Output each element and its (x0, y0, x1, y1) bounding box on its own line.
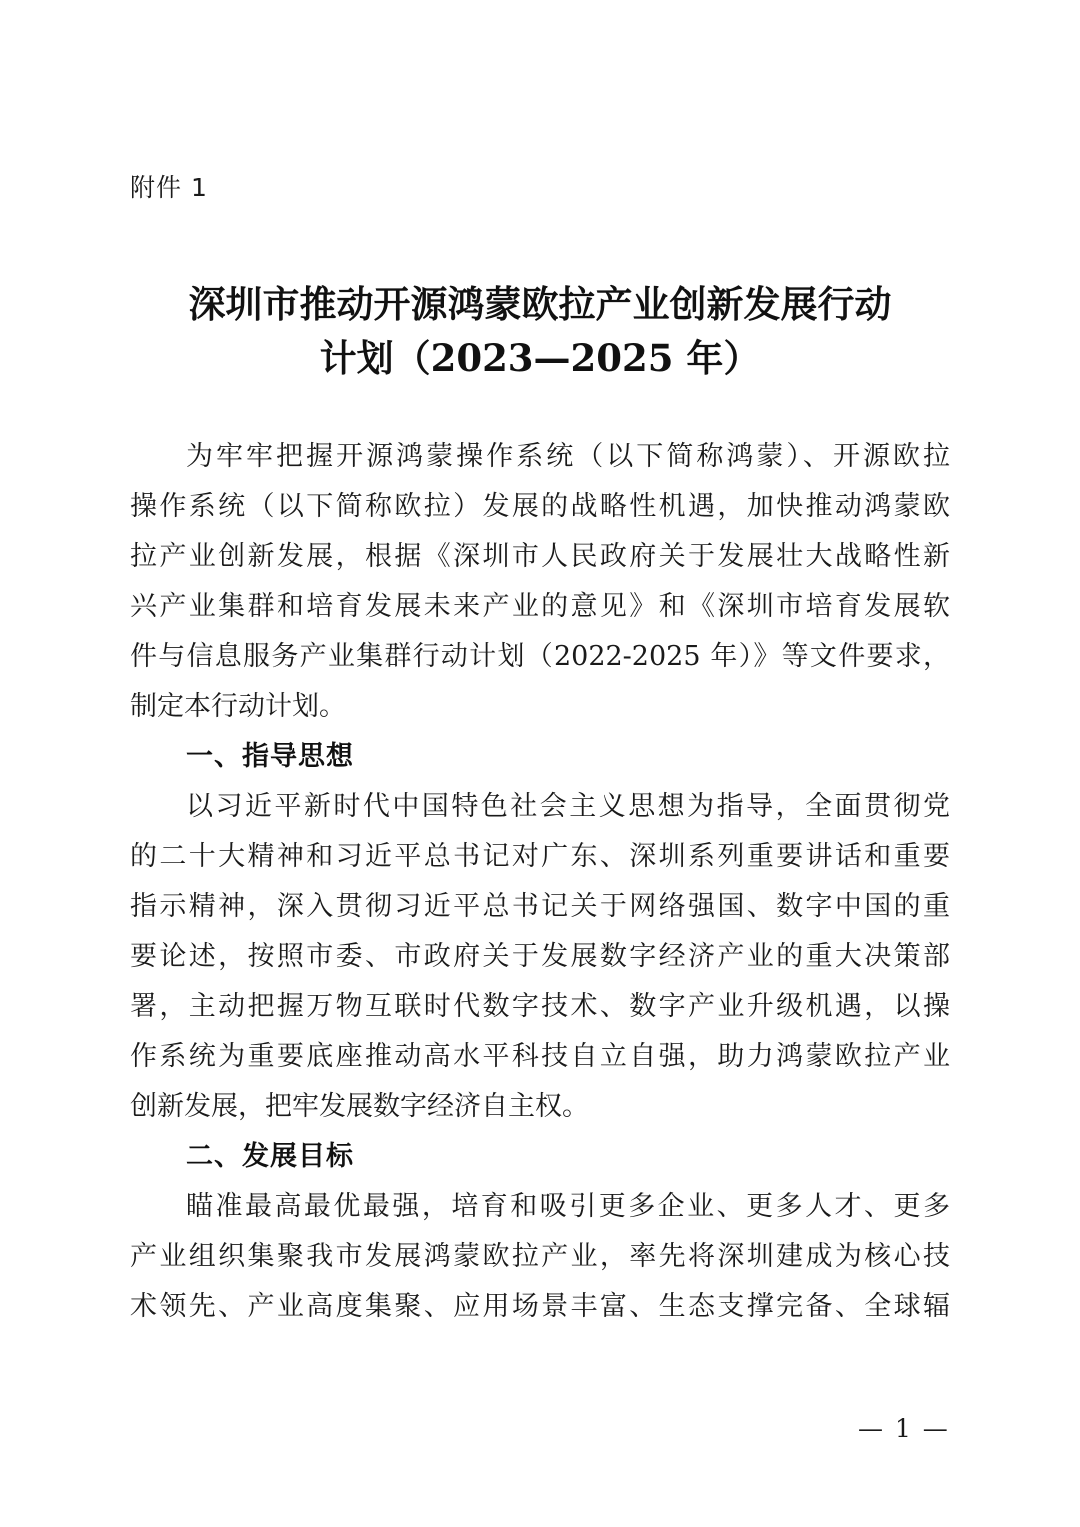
paragraph-line: 要论述，按照市委、市政府关于发展数字经济产业的重大决策部 (130, 941, 950, 972)
paragraph-line: 瞄准最高最优最强，培育和吸引更多企业、更多人才、更多 (186, 1191, 950, 1222)
paragraph-line: 产业组织集聚我市发展鸿蒙欧拉产业，率先将深圳建成为核心技 (130, 1241, 950, 1272)
paragraph-line: 制定本行动计划。 (130, 691, 346, 722)
paragraph-line: 操作系统（以下简称欧拉）发展的战略性机遇，加快推动鸿蒙欧 (130, 491, 950, 522)
paragraph-line: 拉产业创新发展，根据《深圳市人民政府关于发展壮大战略性新 (130, 541, 950, 572)
paragraph-line: 兴产业集群和培育发展未来产业的意见》和《深圳市培育发展软 (130, 591, 950, 622)
paragraph-line: 为牢牢把握开源鸿蒙操作系统（以下简称鸿蒙）、开源欧拉 (186, 441, 950, 472)
paragraph-line: 以习近平新时代中国特色社会主义思想为指导，全面贯彻党 (186, 791, 950, 822)
paragraph-line: 的二十大精神和习近平总书记对广东、深圳系列重要讲话和重要 (130, 841, 950, 872)
section-heading: 二、发展目标 (186, 1141, 354, 1172)
paragraph-line: 作系统为重要底座推动高水平科技自立自强，助力鸿蒙欧拉产业 (130, 1041, 950, 1072)
page-number: — 1 — (858, 1414, 950, 1443)
section-heading: 一、指导思想 (186, 741, 354, 772)
paragraph-line: 创新发展，把牢发展数字经济自主权。 (130, 1091, 589, 1122)
paragraph-line: 术领先、产业高度集聚、应用场景丰富、生态支撑完备、全球辐 (130, 1291, 950, 1322)
paragraph-line: 件与信息服务产业集群行动计划（2022-2025 年）》等文件要求， (130, 641, 950, 672)
paragraph-line: 署，主动把握万物互联时代数字技术、数字产业升级机遇，以操 (130, 991, 950, 1022)
paragraph-line: 指示精神，深入贯彻习近平总书记关于网络强国、数字中国的重 (130, 891, 950, 922)
document-title-line-1: 深圳市推动开源鸿蒙欧拉产业创新发展行动 (188, 282, 892, 326)
attachment-label: 附件 1 (130, 173, 208, 202)
document-title-line-2: 计划（2023—2025 年） (319, 336, 761, 380)
